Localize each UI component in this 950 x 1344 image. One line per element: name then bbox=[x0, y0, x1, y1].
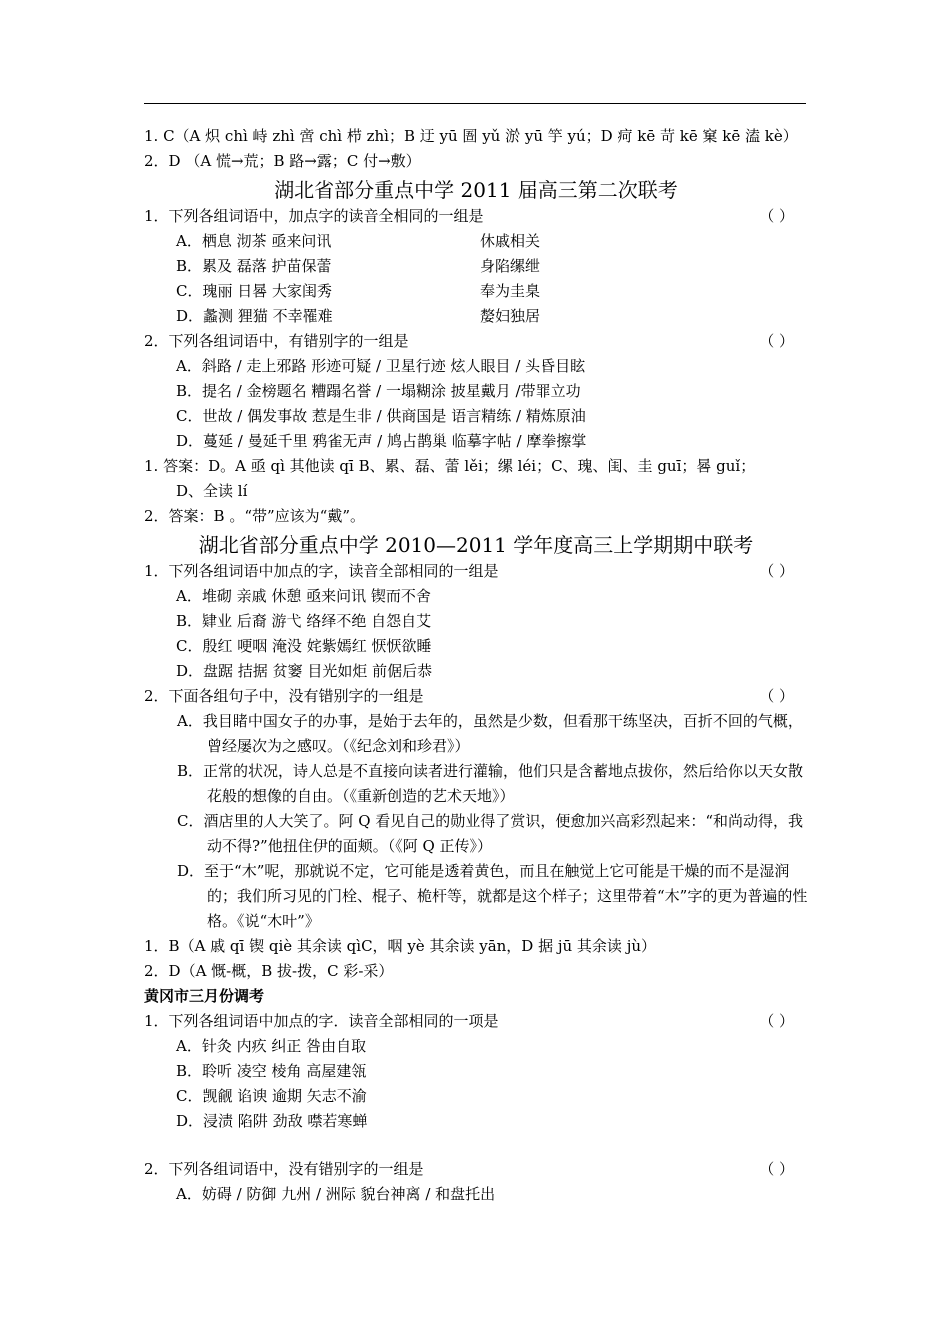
option: C．殷红 哽咽 淹没 姹紫嫣红 恹恹欲睡 bbox=[176, 637, 432, 655]
option-text: B．累及 磊落 护苗保蕾 bbox=[176, 257, 332, 275]
question-text: 2．下列各组词语中，没有错别字的一组是 bbox=[144, 1160, 424, 1178]
option: A．堆砌 亲戚 休憩 亟来问讯 锲而不舍 bbox=[176, 587, 431, 605]
question bbox=[144, 329, 808, 354]
question-text: 1．下列各组词语中加点的字．读音全部相同的一项是 bbox=[144, 1012, 499, 1030]
section-title: 湖北省部分重点中学 2011 届高三第二次联考 bbox=[274, 178, 678, 202]
option: B．正常的状况，诗人总是不直接向读者进行灌输，他们只是含蓄地点拔你，然后给你以天女散花般的想像的自由。（《重新创造的艺术天地》） bbox=[177, 762, 804, 805]
option bbox=[144, 254, 808, 279]
option: A．妨碍 / 防御 九州 / 洲际 貌台神离 / 和盘托出 bbox=[176, 1185, 496, 1203]
option: B．提名 / 金榜题名 糟蹋名誉 / 一塌糊涂 披星戴月 /带罪立功 bbox=[176, 382, 581, 400]
question-text: 2．下面各组句子中，没有错别字的一组是 bbox=[144, 687, 424, 705]
answer-paren: （ ） bbox=[759, 332, 794, 350]
answer-paren: （ ） bbox=[759, 1160, 794, 1178]
option-text: 奉为圭臬 bbox=[480, 282, 541, 300]
spacer bbox=[144, 1134, 808, 1157]
option-text: D．蠡测 狸猫 不幸罹难 bbox=[176, 307, 333, 325]
option bbox=[144, 304, 808, 329]
answer-line: 2．答案：B 。“带”应该为“戴”。 bbox=[144, 507, 366, 525]
question bbox=[144, 1009, 808, 1034]
answer-paren: （ ） bbox=[759, 687, 794, 705]
option: D．至于“木”呢，那就说不定，它可能是透着黄色，而且在触觉上它可能是干燥的而不是湿润的；我们所习见的门栓、棍子、桅杆等，就都是这个样子；这里带着“木”字的更为普遍的性格。《说“木叶”》 bbox=[177, 862, 808, 930]
answer-line: 2．D（A 慨-概，B 拔-拨，C 彩-采） bbox=[144, 962, 394, 980]
question bbox=[144, 684, 808, 709]
section-title: 黄冈市三月份调考 bbox=[144, 987, 265, 1005]
answer-line: 1. C（A 炽 chì 峙 zhì 啻 chì 栉 zhì；B 迂 yū 圄 yǔ 淤 yū 竽 yú；D 疴 kē 苛 kē 窠 kē 溘 kè） bbox=[144, 127, 798, 145]
answer-paren: （ ） bbox=[759, 562, 794, 580]
answer-line: 2．D （A 慌→荒；B 路→露；C 付→敷） bbox=[144, 152, 421, 170]
section-title: 湖北省部分重点中学 2010—2011 学年度高三上学期期中联考 bbox=[198, 533, 754, 557]
option-text: 身陷缧绁 bbox=[480, 257, 541, 275]
option-text: 休戚相关 bbox=[480, 232, 541, 250]
option: B．肄业 后裔 游弋 络绎不绝 自怨自艾 bbox=[176, 612, 432, 630]
option: A．针灸 内疚 纠正 咎由自取 bbox=[176, 1037, 367, 1055]
option-text: A．栖息 沏茶 亟来问讯 bbox=[176, 232, 332, 250]
option: C．酒店里的人大笑了。阿 Q 看见自己的勋业得了赏识，便愈加兴高彩烈起来：“和尚动得，我动不得?”他扭住伊的面颊。（《阿 Q 正传》） bbox=[177, 812, 803, 855]
document-body bbox=[144, 124, 808, 1207]
question-text: 1．下列各组词语中加点的字，读音全部相同的一组是 bbox=[144, 562, 499, 580]
option: C．世故 / 偶发事故 惹是生非 / 供商国是 语言精练 / 精炼原油 bbox=[176, 407, 586, 425]
question bbox=[144, 559, 808, 584]
answer-line: D、全读 lí bbox=[176, 482, 248, 500]
option bbox=[144, 279, 808, 304]
option bbox=[144, 229, 808, 254]
answer-paren: （ ） bbox=[759, 1012, 794, 1030]
question bbox=[144, 204, 808, 229]
option: A．我目睹中国女子的办事，是始于去年的，虽然是少数，但看那干练坚决，百折不回的气概，曾经屡次为之感叹。（《纪念刘和珍君》） bbox=[177, 712, 803, 755]
option: B．聆听 凌空 棱角 高屋建瓴 bbox=[176, 1062, 367, 1080]
question bbox=[144, 1157, 808, 1182]
option: D．盘踞 拮据 贫窭 目光如炬 前倨后恭 bbox=[176, 662, 433, 680]
option: A．斜路 / 走上邪路 形迹可疑 / 卫星行迹 炫人眼目 / 头昏目眩 bbox=[176, 357, 586, 375]
header-rule bbox=[144, 103, 806, 104]
answer-line: 1. 答案：D。A 亟 qì 其他读 qī B、累、磊、蕾 lěi；缧 léi；C、瑰、闺、圭 guī；晷 guǐ； bbox=[144, 457, 756, 475]
option-text: 嫠妇独居 bbox=[480, 307, 541, 325]
question-text: 2．下列各组词语中，有错别字的一组是 bbox=[144, 332, 409, 350]
option-text: C．瑰丽 日晷 大家闺秀 bbox=[176, 282, 333, 300]
answer-paren: （ ） bbox=[759, 207, 794, 225]
question-text: 1．下列各组词语中，加点字的读音全相同的一组是 bbox=[144, 207, 484, 225]
option: C．觊觎 谄谀 逾期 矢志不渝 bbox=[176, 1087, 367, 1105]
option: D．浸渍 陷阱 劲敌 噤若寒蝉 bbox=[176, 1112, 368, 1130]
answer-line: 1．B（A 戚 qī 锲 qiè 其余读 qìC，咽 yè 其余读 yān，D 据 jū 其余读 jù） bbox=[144, 937, 657, 955]
option: D．蔓延 / 曼延千里 鸦雀无声 / 鸠占鹊巢 临摹字帖 / 摩拳擦掌 bbox=[176, 432, 587, 450]
